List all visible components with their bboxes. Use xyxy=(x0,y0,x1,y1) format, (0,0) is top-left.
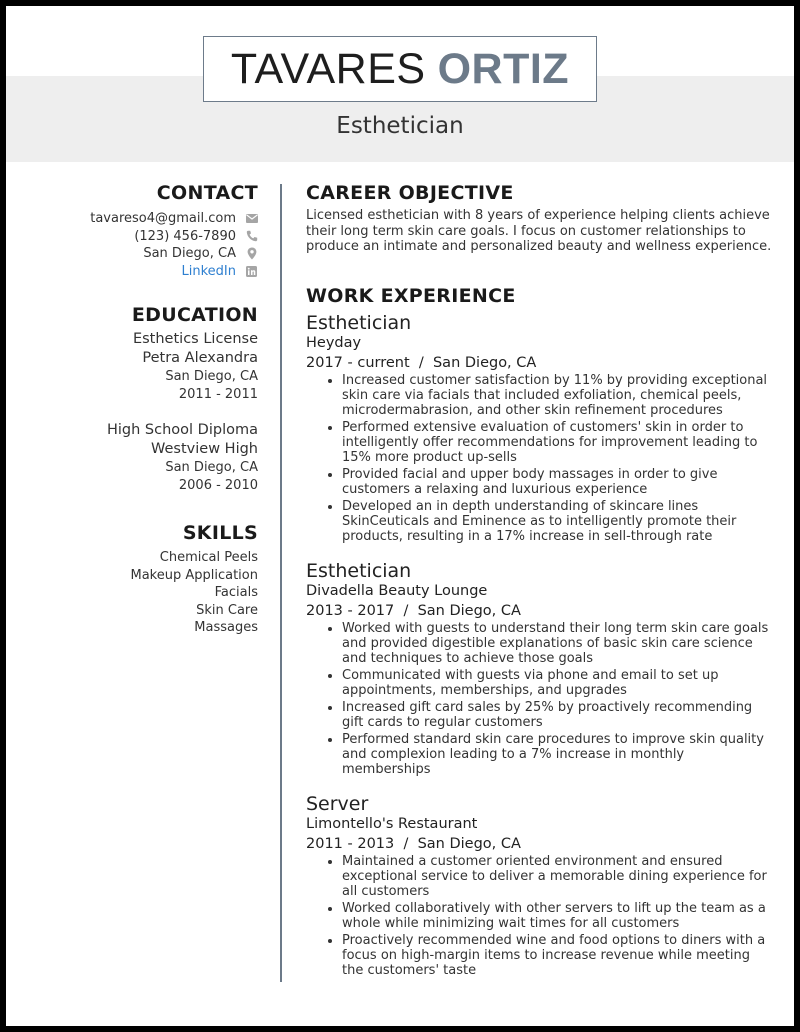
education-degree: Esthetics License xyxy=(132,331,258,347)
job-company: Limontello's Restaurant xyxy=(306,815,478,832)
skill-item: Chemical Peels xyxy=(159,550,258,565)
contact-linkedin[interactable] xyxy=(46,263,258,281)
education-heading: EDUCATION xyxy=(131,304,258,326)
objective-text: Licensed esthetician with 8 years of experience helping clients achieve their long term skin care goals. I focus on customer relationships to produce an intimate and personalized beauty and wellness experience. xyxy=(306,208,772,254)
contact-phone[interactable] xyxy=(46,228,258,246)
job-title-header: Esthetician xyxy=(336,113,464,139)
skill-item: Makeup Application xyxy=(130,567,258,583)
contact-location xyxy=(46,245,258,263)
map-pin-icon xyxy=(245,247,258,260)
job-dates: 2011 - 2013 / San Diego, CA xyxy=(306,835,521,852)
job-entry xyxy=(306,560,774,777)
skill-item: Skin Care xyxy=(196,602,258,618)
contact-heading: CONTACT xyxy=(156,182,258,204)
skill-item: Massages xyxy=(194,620,258,635)
job-bullet: • Performed extensive evaluation of customers' skin in order to intelligently offer recommendations for improvement leading to 15% more product up-sells xyxy=(342,420,774,465)
education-item xyxy=(46,330,258,403)
right-column xyxy=(306,182,774,980)
linkedin-icon[interactable] xyxy=(245,266,258,277)
job-bullet: • Worked with guests to understand their long term skin care goals and provided digestible explanations of basic skin care science and techniques to achieve those goals xyxy=(342,621,774,666)
left-column xyxy=(46,182,258,637)
contact-list xyxy=(46,210,258,280)
experience-heading: WORK EXPERIENCE xyxy=(306,284,516,307)
name-box xyxy=(203,36,597,102)
education-item xyxy=(46,421,258,494)
job-company: Divadella Beauty Lounge xyxy=(306,582,488,599)
skills-heading: SKILLS xyxy=(182,522,258,544)
job-bullet: • Performed standard skin care procedures to improve skin quality and complexion leading to a 7% increase in monthly memberships xyxy=(342,732,774,777)
job-title: Esthetician xyxy=(306,559,412,582)
job-bullet: • Increased customer satisfaction by 11% by providing exceptional skin care via facials that included exfoliation, chemical peels, microdermabrasion, and other skin refinement procedures xyxy=(342,373,774,418)
envelope-icon xyxy=(245,214,258,223)
email-text[interactable]: tavareso4@gmail.com xyxy=(90,211,236,226)
job-bullet: • Proactively recommended wine and food options to diners with a focus on high-margin items to increase revenue while meeting the customers' taste xyxy=(342,933,774,978)
job-bullet: • Worked collaboratively with other servers to lift up the team as a whole while minimizing wait times for all customers xyxy=(342,901,774,931)
job-dates: 2013 - 2017 / San Diego, CA xyxy=(306,602,521,619)
education-school: Westview High xyxy=(151,441,258,457)
job-bullet: • Provided facial and upper body massages in order to give customers a relaxing and luxurious experience xyxy=(342,467,774,497)
contact-email[interactable] xyxy=(46,210,258,228)
job-bullets xyxy=(306,621,774,777)
location-text: San Diego, CA xyxy=(143,246,236,261)
job-company: Heyday xyxy=(306,334,362,351)
last-name: ORTIZ xyxy=(437,44,570,93)
job-entry xyxy=(306,793,774,978)
skill-item: Facials xyxy=(214,585,258,600)
education-years: 2011 - 2011 xyxy=(178,386,258,402)
job-title: Esthetician xyxy=(306,311,412,334)
column-divider xyxy=(280,184,282,982)
education-school: Petra Alexandra xyxy=(142,350,258,366)
resume-page xyxy=(6,6,794,1026)
education-years: 2006 - 2010 xyxy=(178,477,258,493)
job-bullet: • Maintained a customer oriented environment and ensured exceptional service to deliver a memorable dining experience for all customers xyxy=(342,854,774,899)
phone-text[interactable]: (123) 456-7890 xyxy=(134,228,236,244)
linkedin-link[interactable]: LinkedIn xyxy=(181,263,236,279)
job-title: Server xyxy=(306,792,369,815)
job-bullet: • Increased gift card sales by 25% by proactively recommending gift cards to regular customers xyxy=(342,700,774,730)
job-entry xyxy=(306,312,774,544)
education-location: San Diego, CA xyxy=(165,460,258,475)
phone-icon xyxy=(245,230,258,242)
first-name: TAVARES xyxy=(230,44,426,93)
job-bullet: • Communicated with guests via phone and email to set up appointments, memberships, and upgrades xyxy=(342,668,774,698)
job-bullets xyxy=(306,373,774,544)
job-bullets xyxy=(306,854,774,978)
education-degree: High School Diploma xyxy=(107,422,258,438)
job-bullet: • Developed an in depth understanding of skincare lines SkinCeuticals and Eminence as to intelligently promote their products, resulting in a 17% increase in sell-through rate xyxy=(342,499,774,544)
skills-list xyxy=(46,549,258,637)
job-dates: 2017 - current / San Diego, CA xyxy=(306,354,537,371)
objective-heading: CAREER OBJECTIVE xyxy=(306,182,514,204)
education-location: San Diego, CA xyxy=(165,369,258,384)
